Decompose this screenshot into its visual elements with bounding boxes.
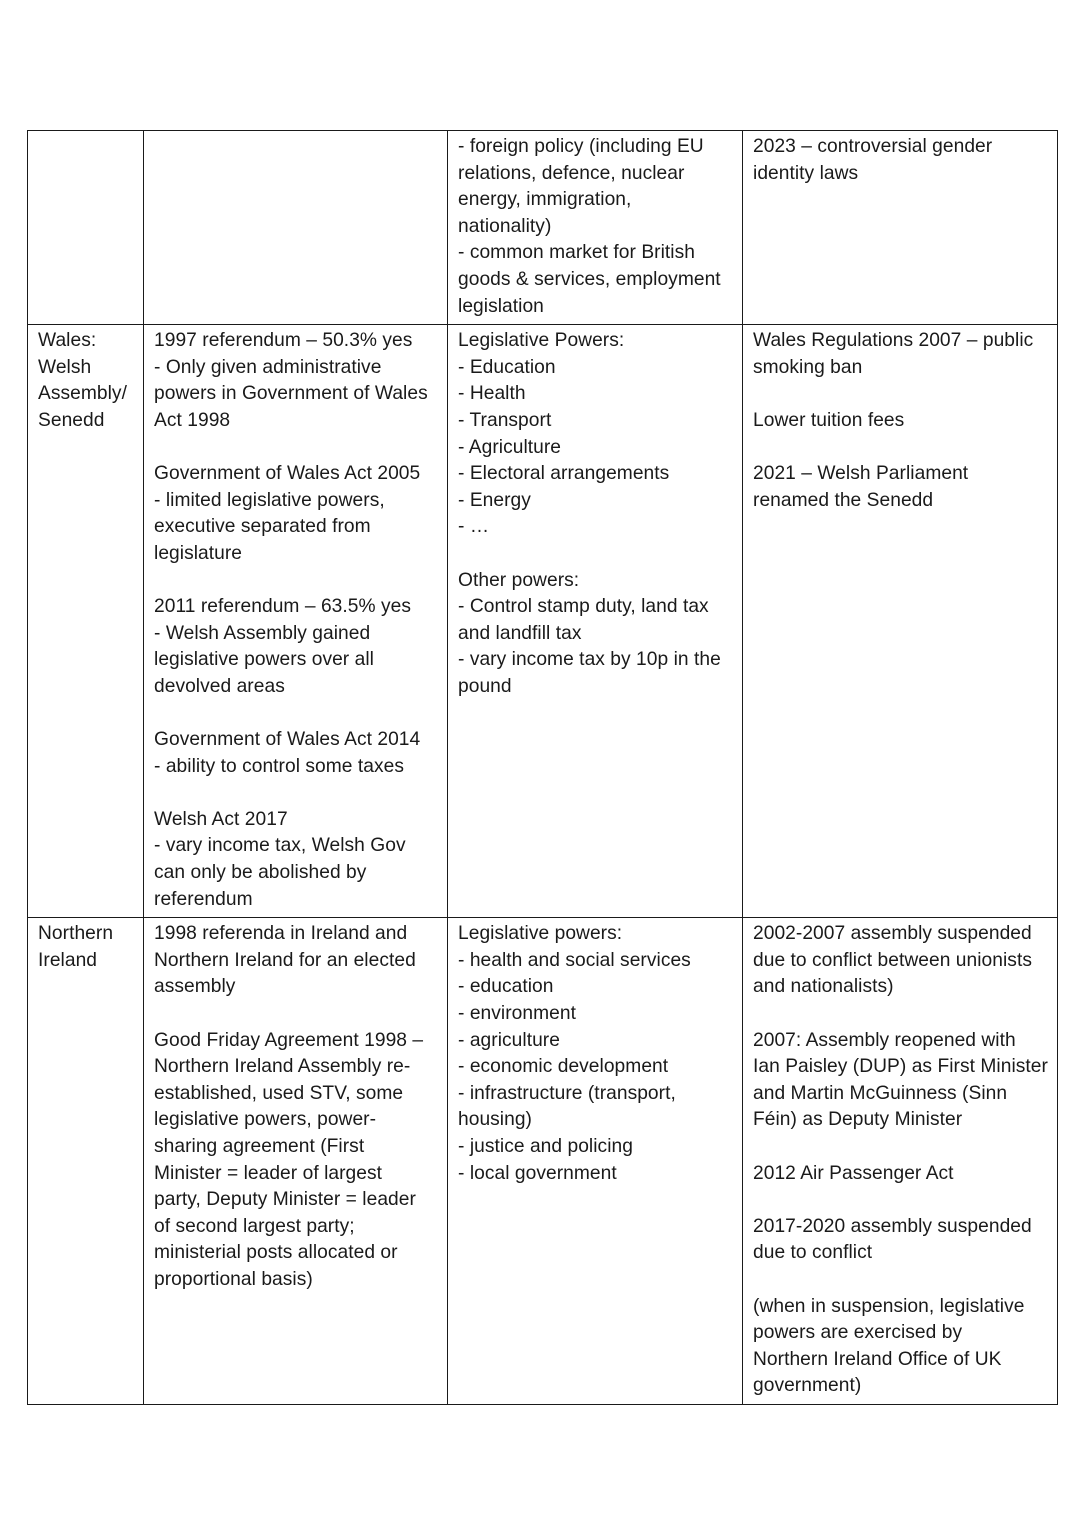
paragraph-gap bbox=[753, 1001, 1048, 1028]
text-line: due to conflict bbox=[753, 1242, 873, 1264]
history-cell bbox=[144, 131, 448, 325]
text-line: - vary income tax by 10p in the bbox=[458, 649, 721, 671]
text-line: Good Friday Agreement 1998 – bbox=[154, 1029, 424, 1051]
text-line: Northern Ireland Assembly re- bbox=[154, 1056, 411, 1078]
text-line: (when in suspension, legislative bbox=[753, 1295, 1025, 1317]
examples-cell bbox=[743, 131, 1058, 325]
text-line: legislative powers over all bbox=[154, 649, 374, 671]
devolution-table bbox=[27, 130, 1058, 1405]
text-line: Wales Regulations 2007 – public bbox=[753, 330, 1034, 352]
text-line: 2002-2007 assembly suspended bbox=[753, 923, 1032, 945]
paragraph-gap bbox=[154, 568, 438, 595]
text-line: referendum bbox=[154, 888, 253, 910]
paragraph-gap bbox=[458, 541, 733, 568]
text-line: - … bbox=[458, 516, 490, 538]
text-line: legislative powers, power- bbox=[154, 1109, 377, 1131]
text-line: - Only given administrative bbox=[154, 356, 382, 378]
region-cell bbox=[28, 131, 144, 325]
text-line: Ian Paisley (DUP) as First Minister bbox=[753, 1056, 1048, 1078]
table-row bbox=[28, 131, 1058, 325]
paragraph-gap bbox=[753, 1187, 1048, 1214]
text-line: Senedd bbox=[38, 409, 105, 431]
text-line: - agriculture bbox=[458, 1029, 560, 1051]
paragraph-gap bbox=[753, 1134, 1048, 1161]
text-line: pound bbox=[458, 675, 512, 697]
text-line: renamed the Senedd bbox=[753, 489, 934, 511]
text-line: and Martin McGuinness (Sinn bbox=[753, 1082, 1008, 1104]
text-line: smoking ban bbox=[753, 356, 863, 378]
text-line: devolved areas bbox=[154, 675, 285, 697]
text-line: - infrastructure (transport, bbox=[458, 1082, 676, 1104]
text-line: - environment bbox=[458, 1003, 576, 1024]
text-line: - vary income tax, Welsh Gov bbox=[154, 835, 406, 857]
text-line: Lower tuition fees bbox=[753, 409, 905, 431]
text-line: 2021 – Welsh Parliament bbox=[753, 463, 969, 485]
text-line: - Transport bbox=[458, 409, 552, 431]
text-line: sharing agreement (First bbox=[154, 1135, 365, 1157]
text-line: Government of Wales Act 2014 bbox=[154, 729, 421, 751]
text-line: - justice and policing bbox=[458, 1135, 633, 1157]
text-line: Wales: bbox=[38, 330, 97, 352]
text-line: - ability to control some taxes bbox=[154, 755, 405, 777]
text-line: Welsh bbox=[38, 356, 92, 378]
text-line: 2012 Air Passenger Act bbox=[753, 1162, 954, 1184]
text-line: proportional basis) bbox=[154, 1268, 313, 1290]
text-line: 1997 referendum – 50.3% yes bbox=[154, 330, 413, 352]
text-line: powers are exercised by bbox=[753, 1322, 963, 1344]
text-line: - Electoral arrangements bbox=[458, 463, 670, 485]
text-line: 2017-2020 assembly suspended bbox=[753, 1215, 1032, 1237]
text-line: relations, defence, nuclear bbox=[458, 162, 685, 184]
powers-cell bbox=[448, 918, 743, 1405]
history-cell bbox=[144, 918, 448, 1405]
text-line: established, used STV, some bbox=[154, 1082, 404, 1104]
text-line: - Welsh Assembly gained bbox=[154, 622, 371, 644]
text-line: identity laws bbox=[753, 162, 859, 184]
text-line: Legislative Powers: bbox=[458, 330, 625, 352]
text-line: Assembly/ bbox=[38, 383, 127, 405]
text-line: powers in Government of Wales bbox=[154, 383, 428, 405]
text-line: Minister = leader of largest bbox=[154, 1162, 383, 1184]
text-line: - Health bbox=[458, 383, 526, 405]
text-line: executive separated from bbox=[154, 516, 371, 538]
text-line: 2007: Assembly reopened with bbox=[753, 1029, 1016, 1051]
text-line: Government of Wales Act 2005 bbox=[154, 463, 421, 485]
paragraph-gap bbox=[753, 381, 1048, 408]
text-line: - Energy bbox=[458, 489, 531, 511]
text-line: - limited legislative powers, bbox=[154, 489, 385, 511]
paragraph-gap bbox=[753, 435, 1048, 462]
text-line: - common market for British bbox=[458, 242, 695, 264]
paragraph-gap bbox=[154, 435, 438, 462]
text-line: legislature bbox=[154, 542, 243, 564]
text-line: goods & services, employment bbox=[458, 268, 721, 290]
paragraph-gap bbox=[154, 1001, 438, 1028]
text-line: due to conflict between unionists bbox=[753, 949, 1032, 971]
text-line: - Control stamp duty, land tax bbox=[458, 596, 709, 618]
text-line: Northern Ireland for an elected bbox=[154, 949, 416, 971]
text-line: 1998 referenda in Ireland and bbox=[154, 923, 408, 945]
text-line: - local government bbox=[458, 1162, 617, 1184]
text-line: Féin) as Deputy Minister bbox=[753, 1109, 963, 1131]
text-line: Other powers: bbox=[458, 569, 580, 591]
examples-cell bbox=[743, 325, 1058, 918]
region-cell bbox=[28, 325, 144, 918]
text-line: party, Deputy Minister = leader bbox=[154, 1189, 416, 1211]
text-line: can only be abolished by bbox=[154, 862, 367, 884]
text-line: Welsh Act 2017 bbox=[154, 808, 288, 830]
text-line: ministerial posts allocated or bbox=[154, 1242, 398, 1264]
history-cell bbox=[144, 325, 448, 918]
text-line: energy, immigration, bbox=[458, 189, 632, 211]
text-line: 2023 – controversial gender bbox=[753, 136, 993, 157]
text-line: - foreign policy (including EU bbox=[458, 136, 704, 157]
text-line: - economic development bbox=[458, 1056, 669, 1078]
text-line: and landfill tax bbox=[458, 622, 582, 644]
text-line: 2011 referendum – 63.5% yes bbox=[154, 596, 411, 618]
paragraph-gap bbox=[753, 1267, 1048, 1294]
text-line: Northern Ireland Office of UK bbox=[753, 1348, 1002, 1370]
paragraph-gap bbox=[154, 780, 438, 807]
text-line: - education bbox=[458, 976, 554, 998]
text-line: housing) bbox=[458, 1109, 533, 1131]
text-line: assembly bbox=[154, 976, 236, 998]
text-line: and nationalists) bbox=[753, 976, 894, 998]
examples-cell bbox=[743, 918, 1058, 1405]
text-line: nationality) bbox=[458, 215, 552, 237]
region-cell bbox=[28, 918, 144, 1405]
powers-cell bbox=[448, 131, 743, 325]
text-line: - Agriculture bbox=[458, 436, 562, 458]
text-line: - Education bbox=[458, 356, 556, 378]
text-line: Legislative powers: bbox=[458, 923, 623, 945]
text-line: legislation bbox=[458, 295, 544, 317]
text-line: Northern bbox=[38, 923, 114, 945]
powers-cell bbox=[448, 325, 743, 918]
paragraph-gap bbox=[154, 700, 438, 727]
text-line: government) bbox=[753, 1375, 862, 1397]
table-row bbox=[28, 325, 1058, 918]
table-row bbox=[28, 918, 1058, 1405]
text-line: - health and social services bbox=[458, 949, 691, 971]
text-line: Ireland bbox=[38, 949, 98, 971]
text-line: of second largest party; bbox=[154, 1215, 355, 1237]
text-line: Act 1998 bbox=[154, 409, 231, 431]
